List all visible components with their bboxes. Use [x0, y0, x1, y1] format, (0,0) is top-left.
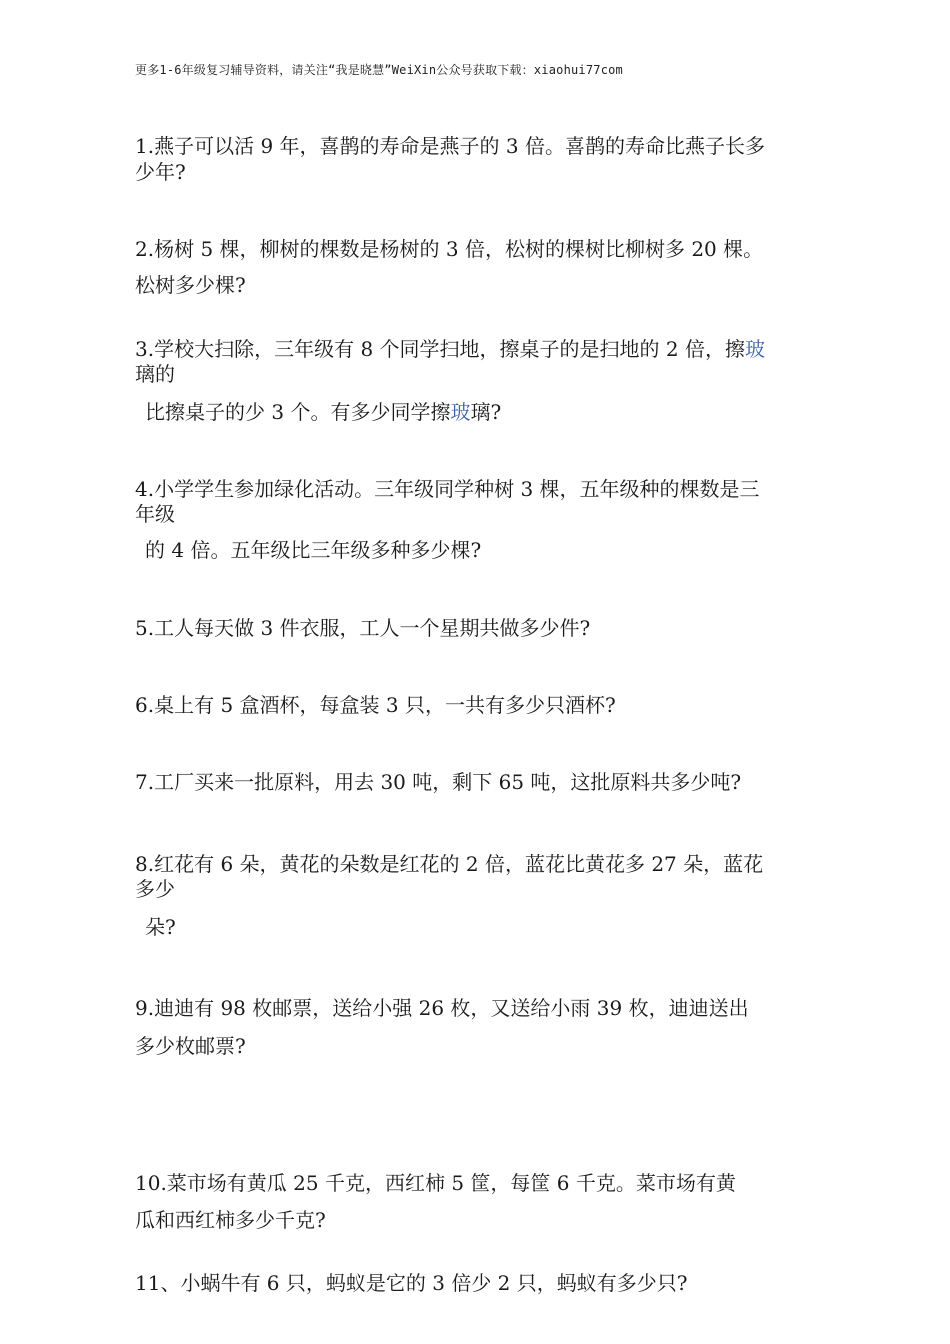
- problem-3-line-1: [135, 336, 765, 362]
- problem-4-line-1: 4.小学学生参加绿化活动。三年级同学种树 3 棵，五年级种的棵数是三: [135, 477, 760, 501]
- problem-3-text-b: 比擦桌子的少 3 个。有多少同学擦: [145, 400, 451, 424]
- problem-4-line-3: 的 4 倍。五年级比三年级多种多少棵?: [145, 538, 482, 562]
- problem-3-text-a: 3.学校大扫除，三年级有 8 个同学扫地，擦桌子的是扫地的 2 倍，擦: [135, 337, 745, 361]
- problem-3-text-c: 璃?: [470, 400, 502, 424]
- problem-1-line-2: 少年?: [135, 160, 186, 184]
- problem-10-line-2: 瓜和西红柿多少千克?: [135, 1208, 326, 1232]
- problem-3-text-highlight: 玻: [744, 337, 765, 361]
- problem-8-line-2: 多少: [135, 877, 175, 901]
- problem-11-line-1: 11、小蜗牛有 6 只，蚂蚁是它的 3 倍少 2 只，蚂蚁有多少只?: [135, 1271, 688, 1295]
- problem-2-line-1: 2.杨树 5 棵，柳树的棵数是杨树的 3 倍，松树的棵树比柳树多 20 棵。: [135, 237, 764, 261]
- problem-6-line-1: 6.桌上有 5 盒酒杯，每盒装 3 只，一共有多少只酒杯?: [135, 693, 616, 717]
- problem-3-line-3: [145, 399, 501, 425]
- problem-2-line-2: 松树多少棵?: [135, 273, 246, 297]
- problem-8-line-1: 8.红花有 6 朵，黄花的朵数是红花的 2 倍，蓝花比黄花多 27 朵，蓝花: [135, 852, 764, 876]
- problem-5-line-1: 5.工人每天做 3 件衣服，工人一个星期共做多少件?: [135, 616, 591, 640]
- page-header: 更多1-6年级复习辅导资料，请关注“我是晓慧”WeiXin公众号获取下载：xiaohui77com: [135, 63, 623, 77]
- problem-7-line-1: 7.工厂买来一批原料，用去 30 吨，剩下 65 吨，这批原料共多少吨?: [135, 770, 742, 794]
- problem-1-line-1: 1.燕子可以活 9 年，喜鹊的寿命是燕子的 3 倍。喜鹊的寿命比燕子长多: [135, 134, 765, 158]
- problem-4-line-2: 年级: [135, 502, 175, 526]
- problem-9-line-2: 多少枚邮票?: [135, 1034, 246, 1058]
- problem-8-line-3: 朵?: [145, 915, 176, 939]
- problem-9-line-1: 9.迪迪有 98 枚邮票，送给小强 26 枚，又送给小雨 39 枚，迪迪送出: [135, 996, 749, 1020]
- problem-3-text-highlight-2: 玻: [450, 400, 471, 424]
- problem-3-line-2: 璃的: [135, 362, 175, 386]
- problem-10-line-1: 10.菜市场有黄瓜 25 千克，西红柿 5 筐，每筐 6 千克。菜市场有黄: [135, 1171, 736, 1195]
